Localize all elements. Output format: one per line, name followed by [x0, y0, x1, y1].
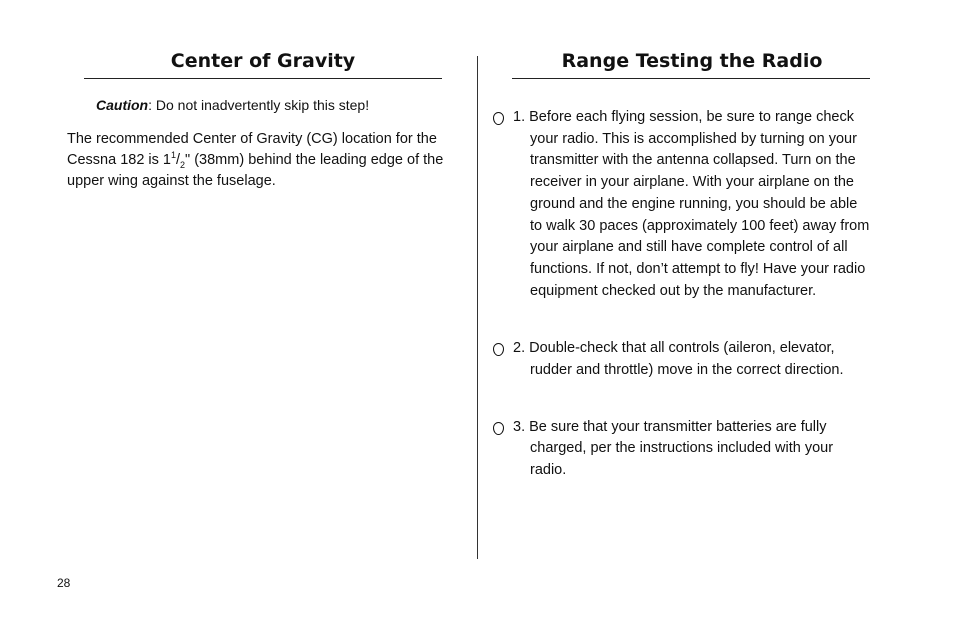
left-column	[67, 48, 462, 207]
step-list	[512, 107, 872, 482]
section-heading-range-testing: Range Testing the Radio	[561, 50, 823, 72]
step-item-2	[513, 338, 872, 381]
step-text: Be sure that your transmitter batteries are fully charged, per the instructions included with your radio.	[529, 418, 834, 479]
step-item-1	[513, 107, 872, 302]
cg-paragraph-text-2: " (38mm) behind the leading edge of the upper wing against the fuselage.	[67, 152, 444, 189]
column-divider	[477, 56, 478, 559]
cg-paragraph	[67, 129, 462, 192]
checkbox-icon[interactable]	[493, 422, 504, 435]
heading-rule	[512, 78, 870, 79]
fraction-slash: /	[176, 152, 181, 168]
caution-text: : Do not inadvertently skip this step!	[148, 97, 370, 113]
step-number: 2.	[513, 340, 526, 357]
checkbox-icon[interactable]	[493, 343, 504, 356]
step-number: 1.	[513, 109, 526, 125]
fraction-denominator: 2	[180, 159, 186, 170]
right-column	[512, 48, 872, 482]
section-heading-center-of-gravity: Center of Gravity	[170, 50, 356, 72]
step-item-3	[513, 417, 872, 482]
step-number: 3.	[513, 418, 526, 435]
checkbox-icon[interactable]	[493, 112, 504, 125]
caution-note	[96, 95, 462, 115]
cg-paragraph-text-1: The recommended Center of Gravity (CG) location for the Cessna 182 is 1	[67, 131, 437, 168]
heading-rule	[84, 78, 442, 79]
caution-label: Caution	[96, 97, 149, 113]
fraction-numerator: 1	[170, 150, 176, 161]
step-text: Double-check that all controls (aileron, elevator, rudder and throttle) move in the correct direction.	[529, 340, 844, 379]
page-number: 28	[57, 576, 71, 590]
step-text: Before each flying session, be sure to range check your radio. This is accomplished by turning on your transmitter with the antenna collapsed. Turn on the receiver in your airplane. With your airplane on the ground and the engine running, you should be able to walk 30 paces (approximately 100 feet) away from your airplane and still have complete control of all functions. If not, don’t attempt to fly! Have your radio equipment checked out by the manufacturer.	[529, 109, 870, 299]
